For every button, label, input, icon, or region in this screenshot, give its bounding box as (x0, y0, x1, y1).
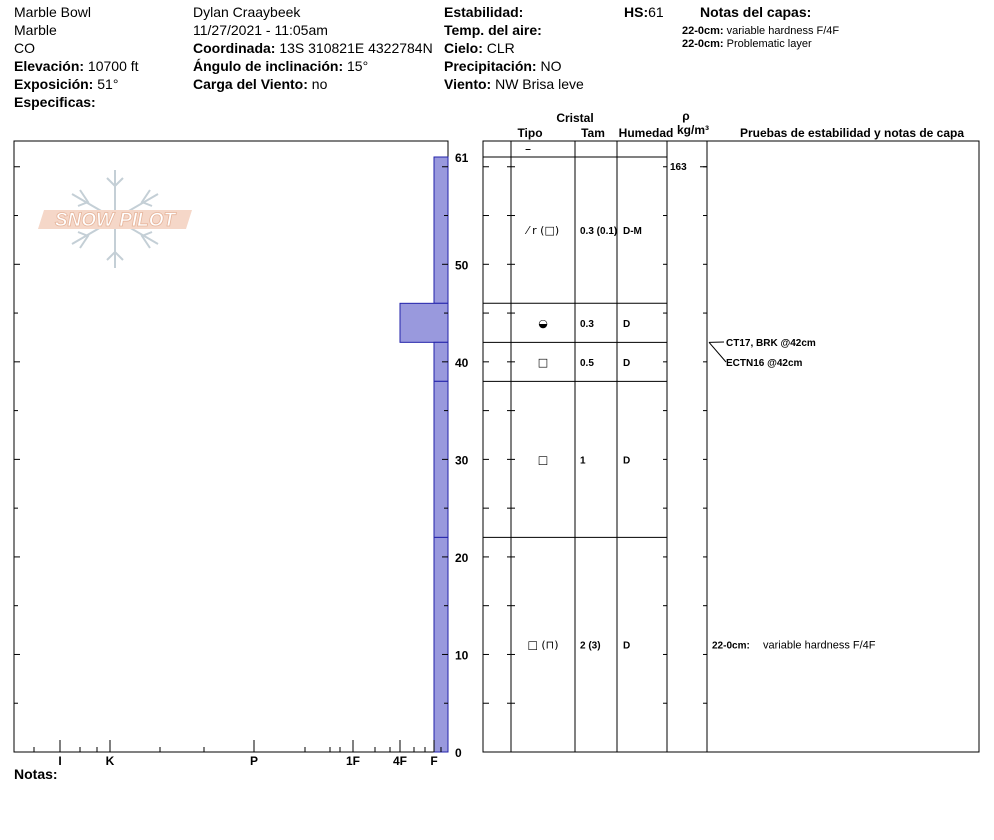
layer-note-range: 22-0cm: (682, 38, 724, 50)
wind-label: Viento: (444, 76, 492, 92)
x-tick-label: P (249, 754, 259, 768)
layer-note-range: 22-0cm: (712, 640, 750, 652)
humedad-header: Humedad (618, 126, 674, 140)
state-name: CO (14, 40, 35, 56)
test-leader-line (709, 342, 726, 362)
cristal-header: Cristal (556, 111, 594, 125)
tam-header: Tam (581, 126, 605, 140)
observer-name: Dylan Craaybeek (193, 4, 301, 20)
y-tick-label: 50 (455, 258, 469, 273)
incline-value: 15° (347, 58, 369, 74)
stability-label: Estabilidad: (444, 4, 524, 20)
grain-type-symbol: □ (537, 355, 549, 369)
hardness-bar (434, 537, 448, 752)
moisture: D (623, 357, 631, 369)
y-tick-label: 30 (455, 453, 469, 468)
y-tick-label: 10 (455, 648, 469, 663)
y-tick-label: 61 (455, 151, 469, 165)
precip-value: NO (540, 58, 562, 74)
aspect-label: Exposición: (14, 76, 94, 92)
notes-label: Notas: (14, 766, 58, 782)
moisture: D (623, 640, 631, 652)
layer-notes-title: Notas del capas: (700, 4, 812, 20)
tests-header: Pruebas de estabilidad y notas de capa (739, 126, 965, 140)
grain-size: 1 (580, 455, 586, 467)
layer-note-text: variable hardness F/4F (726, 25, 840, 37)
grain-type-symbol: □ (537, 453, 549, 467)
stability-test: CT17, BRK @42cm (726, 338, 816, 349)
snowpilot-logo (38, 170, 192, 268)
incline-label: Ángulo de inclinación: (193, 58, 344, 74)
grain-size: 0.3 (580, 318, 594, 330)
y-tick-label: 40 (455, 355, 469, 370)
elevation-value: 10700 ft (87, 58, 139, 74)
density-unit: kg/m³ (676, 123, 710, 137)
precip-label: Precipitación: (444, 58, 537, 74)
coordinate-value: 13S 310821E 4322784N (279, 40, 433, 56)
moisture: D-M (623, 226, 642, 238)
x-tick-label: K (105, 754, 115, 768)
layer-note-text: Problematic layer (726, 38, 812, 50)
elevation-label: Elevación: (14, 58, 85, 74)
location-name: Marble Bowl (14, 4, 92, 20)
observation-datetime: 11/27/2021 - 11:05am (193, 22, 328, 38)
moisture: D (623, 455, 631, 467)
tipo-header: Tipo (517, 126, 543, 140)
wind-value: NW Brisa leve (495, 76, 584, 92)
grain-type-symbol: ⁄ r (□) (526, 224, 560, 238)
hs-label: HS: (624, 4, 649, 20)
density-value: 163 (670, 161, 687, 173)
y-tick-label: 20 (455, 550, 469, 565)
grain-type-symbol: ◒ (538, 316, 548, 330)
layer-note-text: variable hardness F/4F (763, 639, 876, 652)
coordinate-label: Coordinada: (193, 40, 276, 56)
specifics-label: Especificas: (14, 94, 96, 110)
x-tick-label: 1F (345, 754, 361, 768)
sky-label: Cielo: (444, 40, 483, 56)
surface-symbol: – (525, 144, 531, 155)
grain-size: 2 (3) (580, 640, 601, 652)
wind-load-label: Carga del Viento: (193, 76, 308, 92)
sky-value: CLR (486, 40, 515, 56)
density-symbol: ρ (682, 109, 690, 123)
hs-value: 61 (648, 4, 664, 20)
layer-note-range: 22-0cm: (682, 25, 724, 37)
x-tick-label: F (430, 754, 438, 768)
grain-type-symbol: □ (⊓) (527, 638, 559, 652)
stability-test: ECTN16 @42cm (726, 358, 803, 369)
hardness-bar (434, 157, 448, 303)
air-temp-label: Temp. del aire: (444, 22, 542, 38)
grain-size: 0.5 (580, 357, 594, 369)
y-tick-label: 0 (455, 746, 462, 760)
moisture: D (623, 318, 631, 330)
area-name: Marble (14, 22, 57, 38)
logo-text: SNOW PILOT (54, 210, 176, 231)
hardness-bar (400, 303, 448, 342)
x-tick-label: 4F (392, 754, 408, 768)
wind-load-value: no (311, 76, 328, 92)
x-tick-label: I (58, 754, 62, 768)
aspect-value: 51° (97, 76, 119, 92)
grain-size: 0.3 (0.1) (580, 226, 618, 238)
